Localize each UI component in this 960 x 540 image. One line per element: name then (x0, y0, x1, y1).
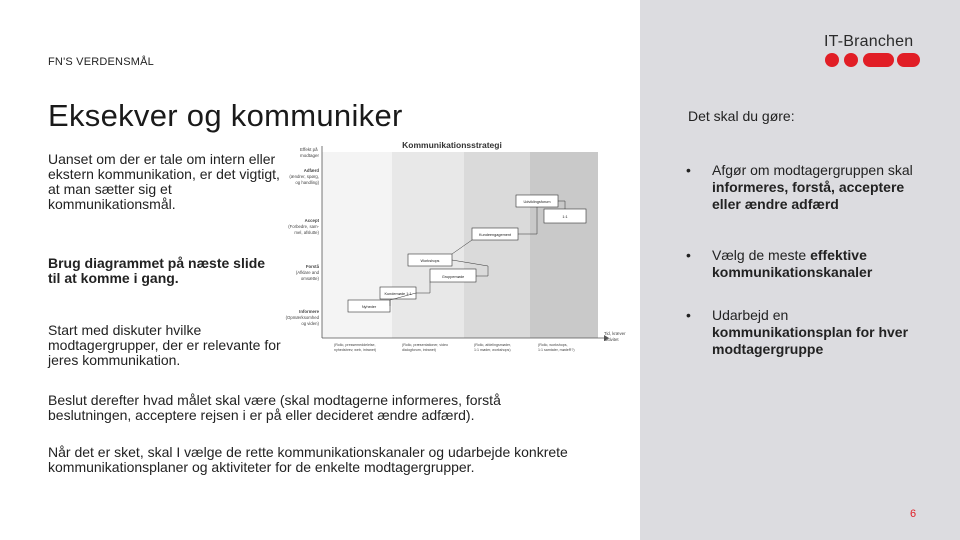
diagram-footer: 1:1 samtaler, mødeR?) (538, 348, 575, 352)
todo-heading: Det skal du gøre: (688, 108, 795, 124)
level-desc: og handling) (295, 180, 319, 185)
level-desc: og viden) (301, 321, 319, 326)
diagram-box-label: Kundemøde 1:1 (384, 292, 412, 296)
diagram-footer: (Rollo, afdelingsmøder, (474, 343, 511, 347)
page-title: Eksekver og kommuniker (48, 98, 403, 133)
diagram-box-label: Nyheder (361, 305, 377, 309)
level-desc: (Forbedre, sam- (288, 224, 319, 229)
diagram-box-label: Udviklingsforum (523, 200, 551, 204)
step-recipients: Start med diskuter hvilke modtagergrupper, der er relevante for jeres kommunikation. (48, 322, 281, 368)
diagram-footer: (Rollo, workshops, (538, 343, 568, 347)
diagram-x-label-2: aktivitet (604, 337, 619, 342)
todo-item: • Afgør om modtagergruppen skal informeres, forstå, acceptere eller ændre adfærd (686, 162, 913, 212)
level-desc: mel, afslutte) (294, 230, 319, 235)
logo-wordmark: IT-Branchen (824, 33, 914, 50)
todo-list (686, 162, 916, 358)
diagram-y-label-2: modtager (300, 153, 320, 158)
diagram-box-label: Workshops (420, 259, 440, 263)
intro-paragraph: Uanset om der er tale om intern eller ekstern kommunikation, er det vigtigt, at man sætter sig et kommunikationsmål. (48, 151, 280, 212)
diagram-footer: dialogforum, intranet) (402, 348, 436, 352)
level-desc: (Opmærksomhed (285, 315, 319, 320)
diagram-footer: (Rollo, præsentationer, video (402, 343, 448, 347)
level-desc: (ændrer, spørg, (289, 174, 319, 179)
diagram-column-2 (392, 152, 464, 338)
bullet-icon: • (686, 247, 691, 263)
step-goal: Beslut derefter hvad målet skal være (skal modtagerne informeres, forstå beslutningen, acceptere rejsen i er på eller decideret ændre adfærd). (48, 392, 501, 423)
diagram-instruction: Brug diagrammet på næste slide til at komme i gang. (48, 255, 266, 286)
diagram-x-label-1: Tid, kræver (604, 331, 626, 336)
todo-item: • Vælg de meste effektive kommunikationskanaler (686, 247, 873, 280)
diagram-footer: (Rollo, pressemeddelelse, (334, 343, 376, 347)
diagram-footer: nyhedsbrev, web, intranet) (334, 348, 377, 352)
diagram-column-3 (464, 152, 530, 338)
section-label: FN'S VERDENSMÅL (48, 56, 154, 68)
level-label: Informere (299, 309, 319, 314)
diagram-footer: 1:1 møder, workshops) (474, 348, 511, 352)
bullet-icon: • (686, 307, 691, 323)
level-label: Adfærd (303, 168, 319, 173)
level-label: Forstå (305, 264, 319, 269)
page-number: 6 (910, 508, 917, 520)
diagram-box-label: Kundeengagement (478, 233, 512, 237)
diagram-box-label: Gruppemøde (441, 275, 465, 279)
step-channels: Når det er sket, skal I vælge de rette kommunikationskanaler og udarbejde konkrete kommunikationsplaner og aktiviteter for de enkelte modtagergrupper. (48, 444, 568, 475)
communication-strategy-diagram (282, 136, 638, 358)
logo-dots-icon (824, 52, 920, 68)
diagram-y-label-1: Effekt på (300, 147, 318, 152)
diagram-title: Kommunikationsstrategi (402, 140, 502, 150)
level-desc: omsætte) (300, 276, 319, 281)
level-label: Accept (304, 218, 319, 223)
diagram-column-4 (530, 152, 598, 338)
level-desc: (Afklare and (295, 270, 319, 275)
bullet-icon: • (686, 162, 691, 178)
diagram-box-label: 1:1 (562, 215, 568, 219)
todo-item: • Udarbejd en kommunikationsplan for hver modtagergruppe (686, 307, 909, 357)
